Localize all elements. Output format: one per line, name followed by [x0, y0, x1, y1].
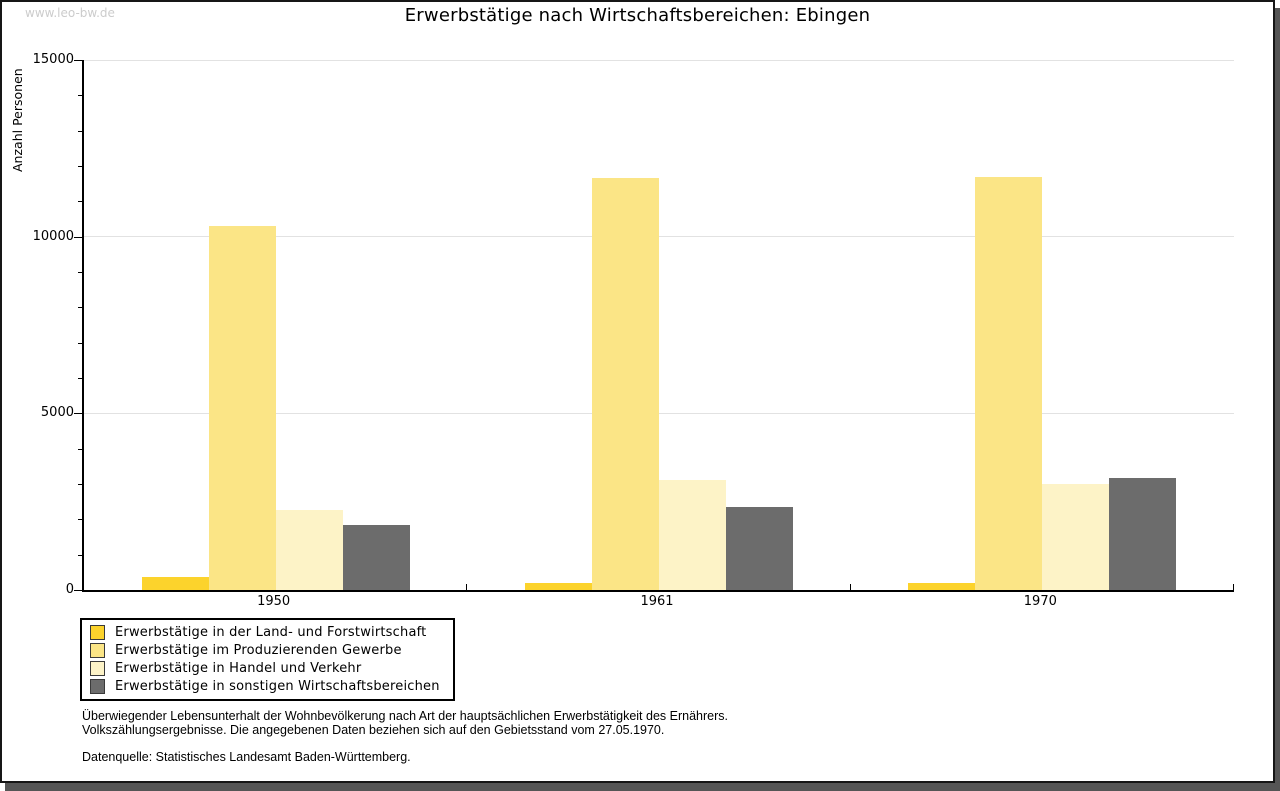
legend-item-3 [90, 660, 440, 678]
legend-label-4: Erwerbstätige in sonstigen Wirtschaftsbereichen [115, 678, 440, 694]
y-minor-tick-4000 [78, 449, 82, 450]
legend-swatch-4 [90, 679, 105, 694]
y-minor-tick-7000 [78, 343, 82, 344]
y-major-tick-15000 [74, 60, 82, 61]
bar-1970-series-4 [1109, 478, 1176, 590]
y-minor-tick-2000 [78, 519, 82, 520]
legend-swatch-3 [90, 661, 105, 676]
legend-label-3: Erwerbstätige in Handel und Verkehr [115, 660, 362, 676]
legend-swatch-1 [90, 625, 105, 640]
bar-1950-series-4 [343, 525, 410, 590]
bar-1961-series-1 [525, 583, 592, 590]
y-major-tick-10000 [74, 237, 82, 238]
legend [80, 618, 455, 701]
plot-area [82, 60, 1234, 592]
data-source: Datenquelle: Statistisches Landesamt Baden-Württemberg. [82, 750, 411, 764]
footnote-line-1: Überwiegender Lebensunterhalt der Wohnbevölkerung nach Art der hauptsächlichen Erwerbstätigkeit des Ernährers. [82, 709, 728, 723]
gridline-15000 [84, 60, 1234, 61]
y-tick-label-5000: 5000 [40, 405, 74, 421]
bar-1950-series-2 [209, 226, 276, 590]
x-boundary-tick-3 [1233, 584, 1234, 590]
legend-item-1 [90, 624, 440, 642]
bar-1950-series-3 [276, 510, 343, 590]
bar-1961-series-2 [592, 178, 659, 590]
y-major-tick-5000 [74, 413, 82, 414]
y-minor-tick-11000 [78, 201, 82, 202]
bar-1970-series-1 [908, 583, 975, 590]
x-category-label-1961: 1961 [640, 594, 674, 609]
bar-1970-series-2 [975, 177, 1042, 590]
footnote-line-2: Volkszählungsergebnisse. Die angegebenen Daten beziehen sich auf den Gebietsstand vom 27.05.1970. [82, 722, 665, 737]
y-minor-tick-8000 [78, 307, 82, 308]
y-tick-label-10000: 10000 [32, 228, 74, 244]
legend-item-2 [90, 642, 440, 660]
y-axis-label: Anzahl Personen [10, 68, 25, 172]
chart-title: Erwerbstätige nach Wirtschaftsbereichen: Ebingen [404, 5, 871, 26]
legend-label-1: Erwerbstätige in der Land- und Forstwirtschaft [115, 625, 427, 641]
y-minor-tick-6000 [78, 378, 82, 379]
footnote [82, 710, 728, 737]
bar-1970-series-3 [1042, 484, 1109, 590]
y-minor-tick-1000 [78, 555, 82, 556]
y-tick-label-0: 0 [65, 582, 74, 597]
y-minor-tick-3000 [78, 484, 82, 485]
x-category-label-1970: 1970 [1023, 594, 1057, 609]
bar-1950-series-1 [142, 577, 209, 590]
watermark: www.leo-bw.de [25, 6, 115, 20]
y-minor-tick-14000 [78, 95, 82, 96]
legend-item-4 [90, 677, 440, 695]
legend-label-2: Erwerbstätige im Produzierenden Gewerbe [115, 643, 402, 659]
y-tick-label-15000: 15000 [32, 52, 74, 67]
y-minor-tick-13000 [78, 131, 82, 132]
x-boundary-tick-1 [466, 584, 467, 590]
y-minor-tick-12000 [78, 166, 82, 167]
legend-swatch-2 [90, 643, 105, 658]
x-boundary-tick-2 [850, 584, 851, 590]
x-category-label-1950: 1950 [257, 594, 291, 609]
bar-1961-series-3 [659, 480, 726, 590]
y-minor-tick-9000 [78, 272, 82, 273]
y-major-tick-0 [74, 590, 82, 591]
bar-1961-series-4 [726, 507, 793, 590]
